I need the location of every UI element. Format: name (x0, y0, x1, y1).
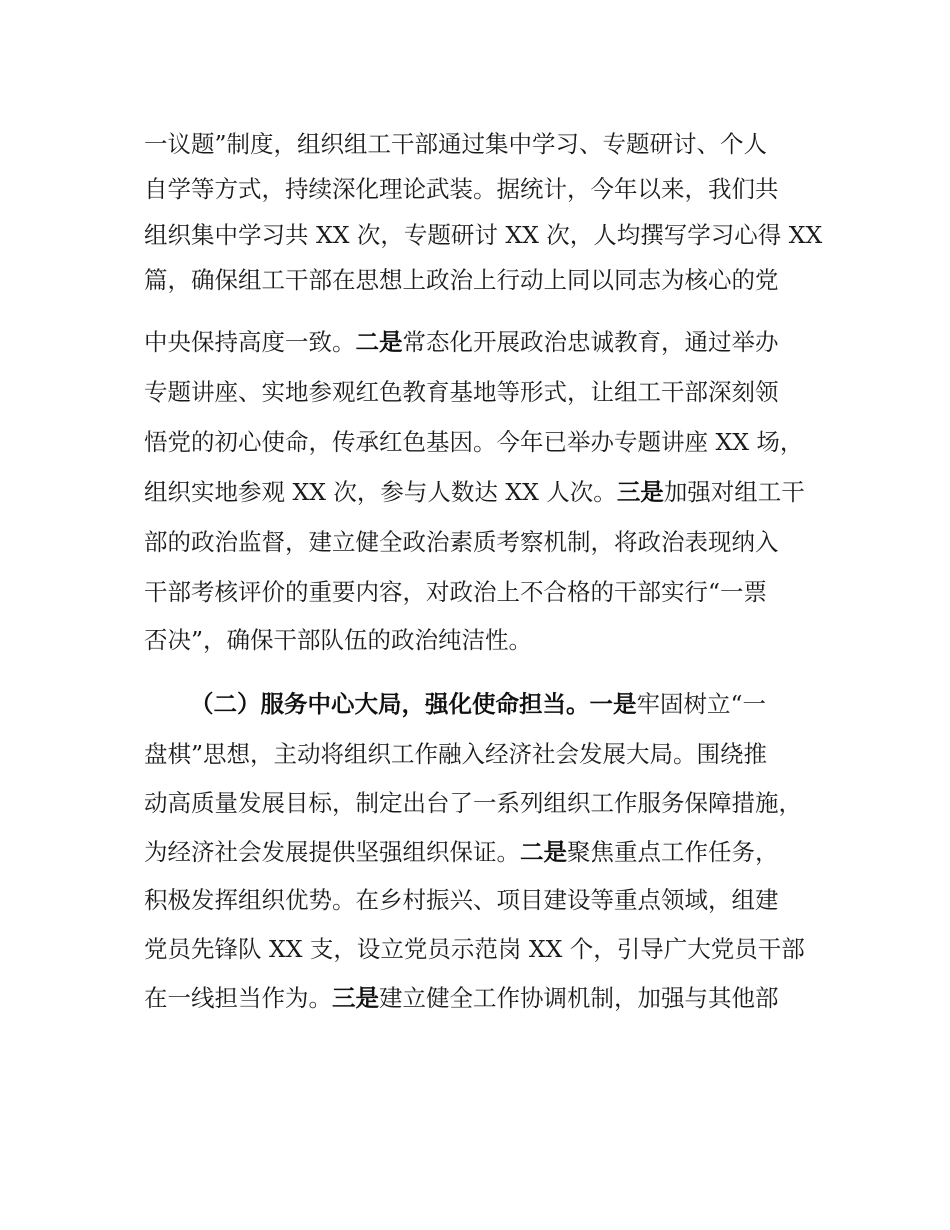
text-line (144, 128, 824, 160)
bold-marker: 三是 (616, 478, 664, 506)
text-line (144, 982, 824, 1014)
text-segment: 一议题”制度，组织组工干部通过集中学习、专题研讨、个人 (144, 130, 768, 158)
text-segment: 盘棋”思想，主动将组织工作融入经济社会发展大局。围绕推 (144, 740, 768, 768)
text-segment: 专题讲座、实地参观红色教育基地等形式，让组工干部深刻领 (144, 378, 779, 406)
text-segment: 部的政治监督，建立健全政治素质考察机制，将政治表现纳入 (144, 528, 779, 556)
text-segment: 干部考核评价的重要内容，对政治上不合格的干部实行“一票 (144, 578, 768, 606)
text-line (144, 624, 824, 656)
text-line (144, 787, 824, 819)
text-segment: 建立健全工作协调机制，加强与其他部 (379, 984, 779, 1012)
text-segment: 否决”，确保干部队伍的政治纯洁性。 (144, 626, 533, 654)
text-segment: 聚焦重点工作任务， (567, 838, 779, 866)
text-segment: 组织实地参观 XX 次，参与人数达 XX 人次。 (144, 478, 617, 506)
text-segment: 为经济社会发展提供坚强组织保证。 (144, 838, 520, 866)
text-segment: 篇，确保组工干部在思想上政治上行动上同以同志为核心的党 (144, 266, 779, 294)
text-line (144, 836, 824, 868)
text-line (144, 173, 824, 205)
text-line (144, 376, 824, 408)
text-line (144, 576, 824, 608)
text-line (144, 884, 824, 916)
text-line (144, 219, 824, 251)
bold-marker: 三是 (332, 984, 379, 1012)
text-line (144, 526, 824, 558)
text-segment: 牢固树立“一 (636, 690, 767, 718)
text-line (144, 326, 824, 358)
bold-marker: 二是 (355, 328, 403, 356)
text-segment: 组织集中学习共 XX 次，专题研讨 XX 次，人均撰写学习心得 XX (144, 221, 823, 249)
text-segment: 悟党的初心使命，传承红色基因。今年已举办专题讲座 XX 场， (144, 428, 804, 456)
text-segment: 在一线担当作为。 (144, 984, 332, 1012)
text-line (144, 264, 824, 296)
bold-marker: 二是 (520, 838, 567, 866)
text-segment: 党员先锋队 XX 支，设立党员示范岗 XX 个，引导广大党员干部 (144, 935, 805, 963)
text-line (144, 933, 824, 965)
text-segment: 积极发挥组织优势。在乡村振兴、项目建设等重点领域，组建 (144, 886, 779, 914)
section-heading: （二）服务中心大局，强化使命担当。一是 (190, 690, 637, 718)
text-line (144, 738, 824, 770)
text-segment: 常态化开展政治忠诚教育，通过举办 (402, 328, 779, 356)
text-segment: 加强对组工干 (663, 478, 805, 506)
text-segment: 自学等方式，持续深化理论武装。据统计，今年以来，我们共 (144, 175, 779, 203)
section-heading-line (190, 688, 824, 720)
text-segment: 中央保持高度一致。 (144, 328, 356, 356)
text-line (144, 476, 824, 508)
text-line (144, 426, 824, 458)
text-segment: 动高质量发展目标，制定出台了一系列组织工作服务保障措施， (144, 789, 802, 817)
